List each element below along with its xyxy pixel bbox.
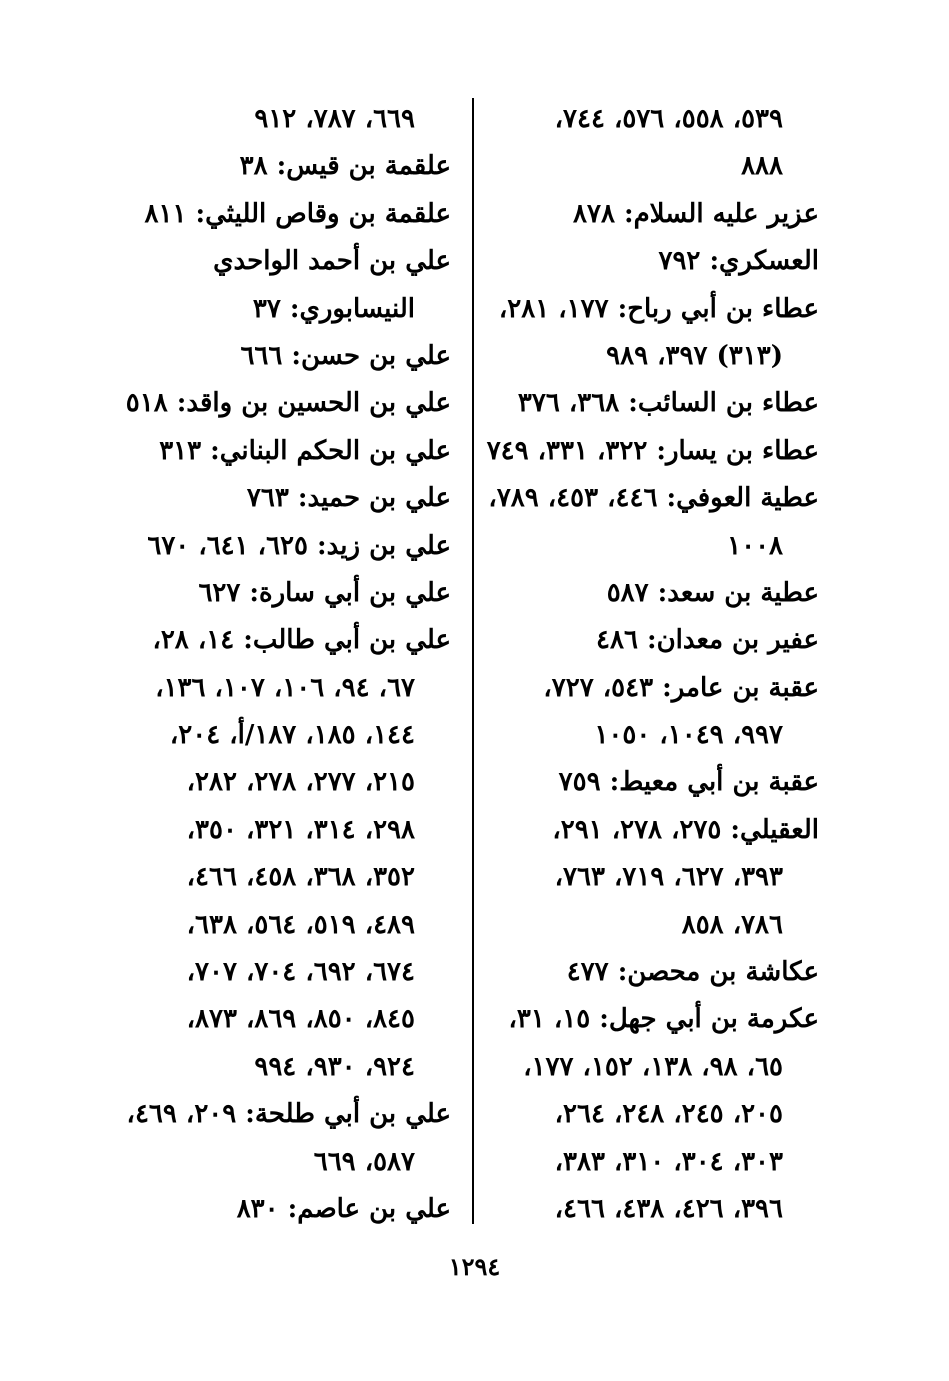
index-entry: علي بن حميد: ٧٦٣ xyxy=(246,483,451,514)
index-column-left xyxy=(121,96,451,1233)
index-entry-continuation: ٦٧، ٩٤، ١٠٦، ١٠٧، ١٣٦، xyxy=(155,672,415,703)
index-entry: عزير عليه السلام: ٨٧٨ xyxy=(573,198,819,229)
index-entry-continuation: ٩٩٧، ١٠٤٩، ١٠٥٠ xyxy=(594,720,783,751)
index-entry: علي بن عاصم: ٨٣٠ xyxy=(236,1193,451,1224)
index-entry-continuation: ٦٥، ٩٨، ١٣٨، ١٥٢، ١٧٧، xyxy=(523,1051,783,1082)
index-entry-continuation: ٢١٥، ٢٧٧، ٢٧٨، ٢٨٢، xyxy=(186,767,415,798)
index-entry: علي بن أحمد الواحدي xyxy=(213,246,451,277)
index-entry: علقمة بن وقاص الليثي: ٨١١ xyxy=(144,198,451,229)
index-entry-continuation: ٥٣٩، ٥٥٨، ٥٧٦، ٧٤٤، xyxy=(554,104,783,134)
index-entry: علي بن الحكم البناني: ٣١٣ xyxy=(159,435,451,466)
index-entry: عطية بن سعد: ٥٨٧ xyxy=(606,577,819,608)
index-entry-continuation: ٢٩٨، ٣١٤، ٣٢١، ٣٥٠، xyxy=(186,814,415,845)
index-entry: عطاء بن أبي رباح: ١٧٧، ٢٨١، xyxy=(498,293,819,324)
index-entry: علي بن زيد: ٦٢٥، ٦٤١، ٦٧٠ xyxy=(147,530,451,561)
index-entry: عطاء بن يسار: ٣٢٢، ٣٣١، ٧٤٩ xyxy=(486,435,819,466)
index-entry: العقيلي: ٢٧٥، ٢٧٨، ٢٩١، xyxy=(552,814,819,845)
index-entry: عقبة بن عامر: ٥٤٣، ٧٢٧، xyxy=(543,672,819,703)
index-entry: عفير بن معدان: ٤٨٦ xyxy=(596,625,819,656)
index-entry-continuation: ١٤٤، ١٨٥، ١٨٧/أ، ٢٠٤، xyxy=(169,720,415,751)
index-entry-continuation: ٨٨٨ xyxy=(741,151,783,182)
index-entry: علي بن حسن: ٦٦٦ xyxy=(240,340,451,371)
index-entry: علقمة بن قيس: ٣٨ xyxy=(239,151,451,182)
index-entry-continuation: النيسابوري: ٣٧ xyxy=(252,293,415,324)
index-entry-continuation: ٣٠٣، ٣٠٤، ٣١٠، ٣٨٣، xyxy=(554,1146,783,1177)
index-entry-continuation: ٤٨٩، ٥١٩، ٥٦٤، ٦٣٨، xyxy=(186,909,415,940)
index-entry-continuation: ٣٩٦، ٤٢٦، ٤٣٨، ٤٦٦، xyxy=(554,1193,783,1224)
index-entry-continuation: ٥٨٧، ٦٦٩ xyxy=(313,1146,415,1177)
index-entry: عكرمة بن أبي جهل: ١٥، ٣١، xyxy=(508,1004,819,1035)
index-entry: علي بن أبي سارة: ٦٢٧ xyxy=(198,577,451,608)
index-entry: علي بن أبي طالب: ١٤، ٢٨، xyxy=(152,625,451,656)
column-divider xyxy=(472,98,474,1224)
index-entry: علي بن أبي طلحة: ٢٠٩، ٤٦٩، xyxy=(126,1099,451,1130)
index-entry: العسكري: ٧٩٢ xyxy=(658,246,819,277)
index-entry: عطاء بن السائب: ٣٦٨، ٣٧٦ xyxy=(517,388,819,419)
index-entry-continuation: ٩٢٤، ٩٣٠، ٩٩٤ xyxy=(254,1051,415,1082)
index-column-right xyxy=(486,96,819,1233)
index-entry: عطية العوفي: ٤٤٦، ٤٥٣، ٧٨٩، xyxy=(488,483,819,514)
index-entry-continuation: ٨٤٥، ٨٥٠، ٨٦٩، ٨٧٣، xyxy=(186,1004,415,1035)
index-entry-continuation: ٧٨٦، ٨٥٨ xyxy=(681,909,783,940)
index-entry: عقبة بن أبي معيط: ٧٥٩ xyxy=(558,767,819,798)
index-entry-continuation: (٣١٣) ٣٩٧، ٩٨٩ xyxy=(606,340,783,371)
page-number: ١٢٩٤ xyxy=(448,1252,501,1281)
index-entry-continuation: ٣٥٢، ٣٦٨، ٤٥٨، ٤٦٦، xyxy=(186,862,415,893)
index-entry: عكاشة بن محصن: ٤٧٧ xyxy=(566,957,819,988)
index-entry-continuation: ١٠٠٨ xyxy=(727,530,783,561)
index-entry-continuation: ٣٩٣، ٦٢٧، ٧١٩، ٧٦٣، xyxy=(554,862,783,893)
index-entry-continuation: ٦٦٩، ٧٨٧، ٩١٢ xyxy=(254,104,415,134)
index-entry: علي بن الحسين بن واقد: ٥١٨ xyxy=(125,388,451,419)
index-entry-continuation: ٢٠٥، ٢٤٥، ٢٤٨، ٢٦٤، xyxy=(554,1099,783,1130)
index-entry-continuation: ٦٧٤، ٦٩٢، ٧٠٤، ٧٠٧، xyxy=(186,957,415,988)
